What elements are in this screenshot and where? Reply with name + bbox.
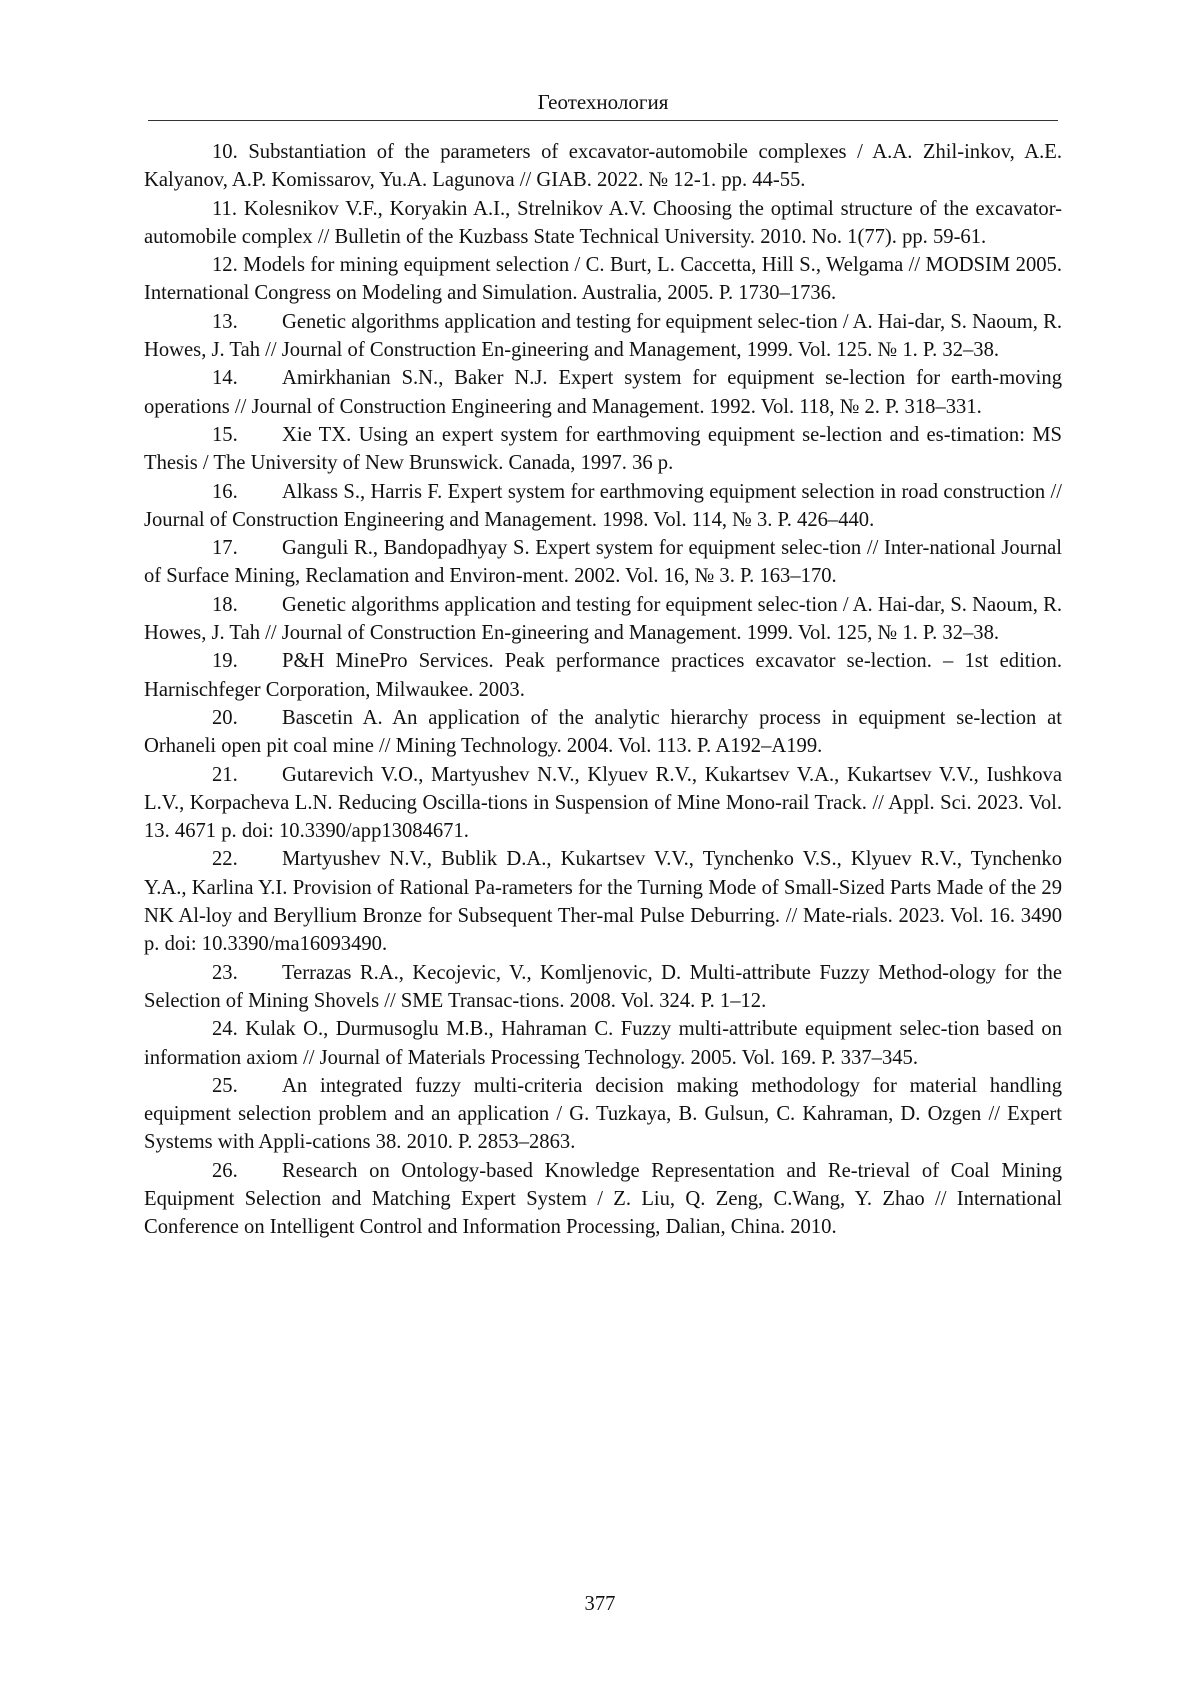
reference-text: Martyushev N.V., Bublik D.A., Kukartsev V.V., Tynchenko V.S., Klyuev R.V., Tynchenko Y.A., Karlina Y.I. Provision of Rational Pa-rameters for the Turning Mode of Small-Sized Parts Made of the 29 NK Al-loy and Beryllium Bronze for Subsequent Ther-mal Pulse Deburring. // Mate-rials. 2023. Vol. 16. 3490 p. doi: 10.3390/ma16093490. [144,848,1062,956]
reference-item [144,308,1062,365]
reference-text: Genetic algorithms application and testing for equipment selec-tion / A. Hai-dar, S. Naoum, R. Howes, J. Tah // Journal of Construction En-gineering and Management, 1999. Vol. 125. № 1. P. 32–38. [144,310,1062,362]
reference-item [144,195,1062,252]
reference-number: 18. [212,593,238,616]
reference-item [144,1015,1062,1072]
reference-item [144,761,1062,846]
reference-number: 11. [212,197,237,220]
reference-item [144,251,1062,308]
reference-number: 14. [212,367,238,390]
reference-number: 26. [212,1159,238,1182]
reference-text: Kulak O., Durmusoglu M.B., Hahraman C. Fuzzy multi-attribute equipment selec-tion based on information axiom // Journal of Materials Processing Technology. 2005. Vol. 169. P. 337–345. [144,1018,1062,1069]
reference-item [144,421,1062,478]
reference-text: Xie TX. Using an expert system for earthmoving equipment se-lection and es-timation: MS Thesis / The University of New Brunswick. Canada, 1997. 36 p. [144,423,1062,475]
reference-text: Ganguli R., Bandopadhyay S. Expert system for equipment selec-tion // Inter-national Journal of Surface Mining, Reclamation and Environ-ment. 2002. Vol. 16, № 3. P. 163–170. [144,537,1062,588]
reference-item [144,478,1062,535]
reference-number: 20. [212,706,238,729]
reference-number: 22. [212,848,238,871]
reference-text: Research on Ontology-based Knowledge Representation and Re-trieval of Coal Mining Equipment Selection and Matching Expert System / Z. Liu, Q. Zeng, C.Wang, Y. Zhao // International Conference on Intelligent Control and Information Processing, Dalian, China. 2010. [144,1159,1062,1239]
reference-item [144,647,1062,704]
reference-item [144,845,1062,958]
reference-item [144,1072,1062,1157]
reference-item [144,704,1062,761]
reference-text: Gutarevich V.O., Martyushev N.V., Klyuev R.V., Kukartsev V.A., Kukartsev V.V., Iushkova L.V., Korpacheva L.N. Reducing Oscilla-tions in Suspension of Mine Mono-rail Track. // Appl. Sci. 2023. Vol. 13. 4671 p. doi: 10.3390/app13084671. [144,763,1062,843]
reference-item [144,591,1062,648]
reference-number: 19. [212,650,238,673]
reference-item [144,534,1062,591]
reference-number: 21. [212,763,238,786]
reference-number: 16. [212,480,238,503]
reference-text: Alkass S., Harris F. Expert system for earthmoving equipment selection in road construction // Journal of Construction Engineering and Management. 1998. Vol. 114, № 3. P. 426–440. [144,480,1062,531]
reference-item [144,364,1062,421]
reference-number: 15. [212,423,238,446]
reference-number: 17. [212,537,238,560]
reference-text: Models for mining equipment selection / C. Burt, L. Caccetta, Hill S., Welgama // MODSIM 2005. International Congress on Modeling and Simulation. Australia, 2005. P. 1730–1736. [144,254,1062,305]
reference-text: Substantiation of the parameters of excavator-automobile complexes / A.A. Zhil-inkov, A.E. Kalyanov, A.P. Komissarov, Yu.A. Lagunova // GIAB. 2022. № 12-1. pp. 44-55. [144,141,1062,192]
reference-number: 10. [212,141,238,163]
page-number: 377 [584,1593,616,1615]
reference-list [144,138,1062,1242]
reference-text: Amirkhanian S.N., Baker N.J. Expert system for equipment se-lection for earth-moving operations // Journal of Construction Engineering and Management. 1992. Vol. 118, № 2. P. 318–331. [144,367,1062,418]
reference-text: Kolesnikov V.F., Koryakin A.I., Strelnikov A.V. Choosing the optimal structure of the excavator-automobile complex // Bulletin of the Kuzbass State Technical University. 2010. No. 1(77). pp. 59-61. [144,197,1062,248]
journal-section-title: Геотехнология [537,90,669,114]
running-header [148,86,1058,121]
reference-item [144,959,1062,1016]
reference-text: An integrated fuzzy multi-criteria decision making methodology for material handling equipment selection problem and an application / G. Tuzkaya, B. Gulsun, C. Kahraman, D. Ozgen // Expert Systems with Appli-cations 38. 2010. P. 2853–2863. [144,1074,1062,1154]
reference-number: 23. [212,961,238,984]
reference-number: 24. [212,1018,238,1041]
reference-text: Genetic algorithms application and testing for equipment selec-tion / A. Hai-dar, S. Naoum, R. Howes, J. Tah // Journal of Construction En-gineering and Management. 1999. Vol. 125, № 1. P. 32–38. [144,593,1062,645]
reference-text: Terrazas R.A., Kecojevic, V., Komljenovic, D. Multi-attribute Fuzzy Method-ology for the Selection of Mining Shovels // SME Transac-tions. 2008. Vol. 324. P. 1–12. [144,961,1062,1012]
reference-text: P&H MinePro Services. Peak performance practices excavator se-lection. – 1st edition. Harnischfeger Corporation, Milwaukee. 2003. [144,650,1062,701]
reference-item [144,138,1062,195]
reference-number: 25. [212,1074,238,1097]
reference-number: 12. [212,254,238,277]
reference-text: Bascetin A. An application of the analytic hierarchy process in equipment se-lection at Orhaneli open pit coal mine // Mining Technology. 2004. Vol. 113. P. A192–A199. [144,706,1062,758]
reference-item [144,1157,1062,1242]
reference-number: 13. [212,310,238,333]
